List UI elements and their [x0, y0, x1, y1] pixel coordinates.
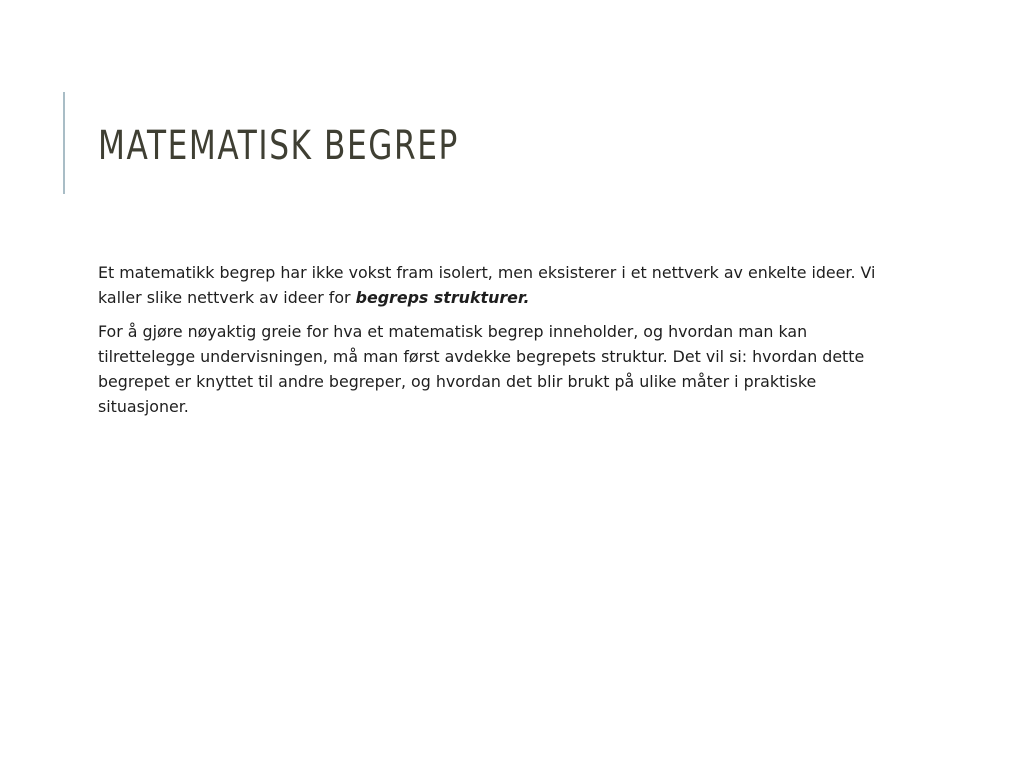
paragraph-2: For å gjøre nøyaktig greie for hva et matematisk begrep inneholder, og hvordan man kan tilrettelegge undervisningen, må man først avdekke begrepets struktur. Det vil si: hvordan dette begrepet er knyttet til andre begreper, og hvordan det blir brukt på ulike måter i praktiske situasjoner. [98, 322, 865, 416]
title-accent-rule [63, 92, 65, 194]
paragraph-1-emphasis: begreps strukturer. [355, 288, 530, 307]
slide-body [98, 260, 898, 428]
paragraph-1-text: Et matematikk begrep har ikke vokst fram isolert, men eksisterer i et nettverk av enkelte ideer. Vi kaller slike nettverk av ideer for [98, 263, 876, 307]
paragraph-1 [98, 260, 890, 310]
slide-title: MATEMATISK BEGREP [98, 123, 459, 169]
